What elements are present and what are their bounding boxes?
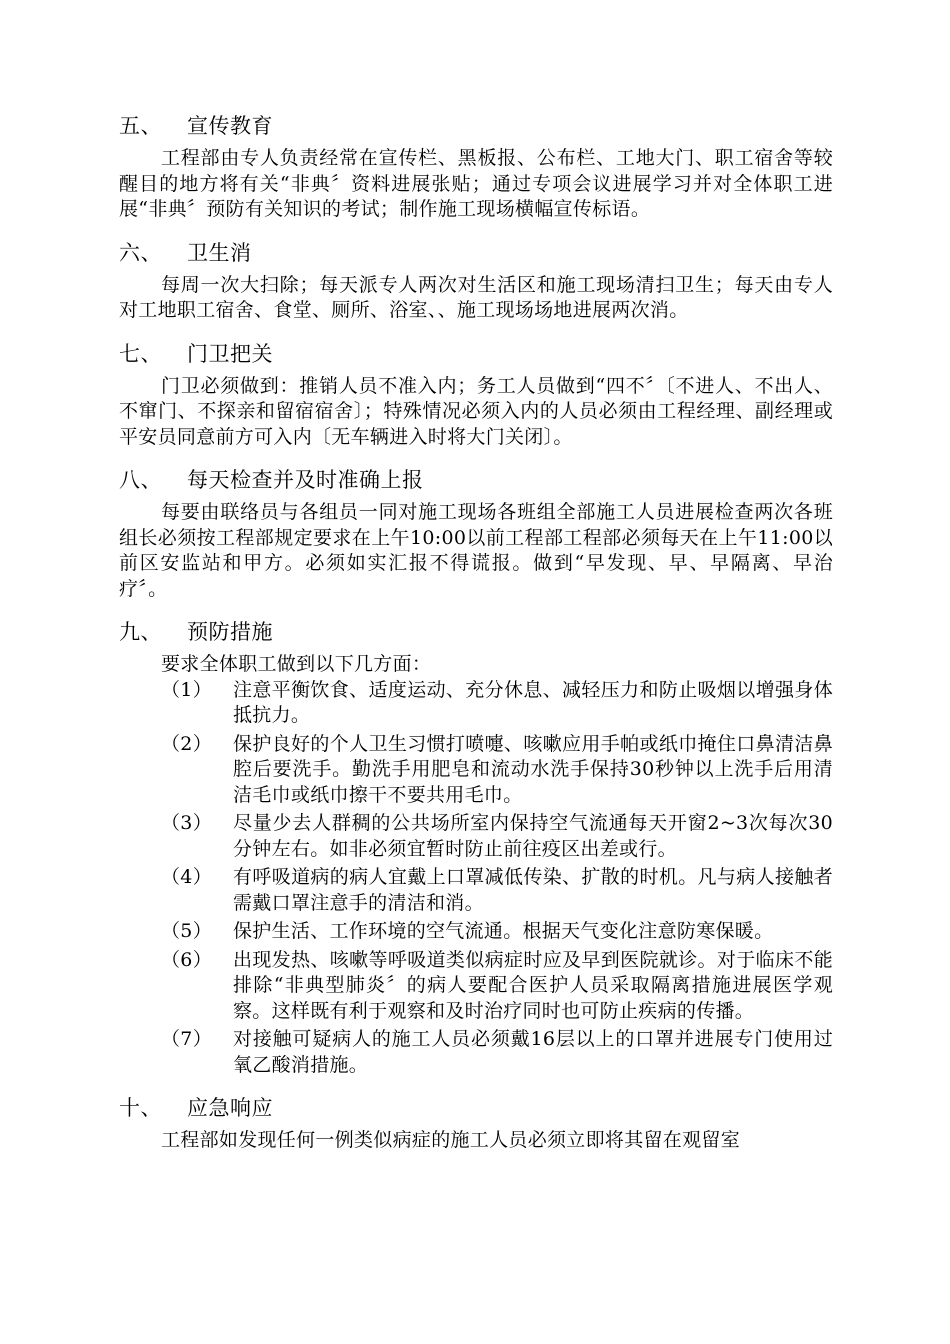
list-item bbox=[119, 678, 833, 729]
list-item bbox=[119, 948, 833, 1025]
section-sanitation bbox=[119, 235, 833, 324]
list-item bbox=[119, 865, 833, 916]
list-marker: （4） bbox=[161, 866, 212, 888]
section-heading bbox=[119, 336, 833, 370]
list-item-text: 有呼吸道病的病人宜戴上口罩减低传染、扩散的时机。凡与病人接触者需戴口罩注意手的清洁和消。 bbox=[233, 866, 833, 914]
list-marker: （2） bbox=[161, 732, 212, 755]
section-heading bbox=[119, 108, 833, 142]
list-item-text: 注意平衡饮食、适度运动、充分休息、减轻压力和防止吸烟以增强身体抵抗力。 bbox=[233, 678, 833, 726]
list-item-text: 出现发热、咳嗽等呼吸道类似病症时应及早到医院就诊。对于临床不能排除“非典型肺炎〞的病人要配合医护人员采取隔离措施进展医学观察。这样既有利于观察和及时治疗同时也可防止疾病的传播。 bbox=[233, 948, 833, 1022]
section-title: 每天检查并及时准确上报 bbox=[187, 468, 424, 492]
section-intro: 要求全体职工做到以下几方面： bbox=[161, 653, 432, 675]
list-item-text: 保护生活、工作环境的空气流通。根据天气变化注意防寒保暖。 bbox=[233, 920, 774, 942]
section-gate-control bbox=[119, 336, 833, 451]
list-marker: （6） bbox=[161, 948, 212, 971]
list-item-text: 对接触可疑病人的施工人员必须戴16层以上的口罩并进展专门使用过氧乙酸消措施。 bbox=[233, 1028, 833, 1076]
section-title: 门卫把关 bbox=[187, 341, 273, 366]
section-number: 六、 bbox=[119, 240, 162, 265]
section-paragraph: 门卫必须做到：推销人员不准入内；务工人员做到“四不〞〔不进人、不出人、不窜门、不探亲和留宿宿舍〕；特殊情况必须入内的人员必须由工程经理、副经理或平安员同意前方可入内〔无车辆进入时将大门关闭〕。 bbox=[119, 374, 833, 448]
section-heading bbox=[119, 1090, 833, 1124]
section-title: 应急响应 bbox=[187, 1096, 273, 1120]
section-number: 十、 bbox=[119, 1096, 162, 1120]
section-heading bbox=[119, 614, 833, 648]
section-title: 预防措施 bbox=[187, 620, 273, 644]
list-marker: （7） bbox=[161, 1028, 212, 1050]
section-paragraph: 工程部如发现任何一例类似病症的施工人员必须立即将其留在观留室 bbox=[161, 1129, 741, 1151]
list-item-text: 保护良好的个人卫生习惯打喷嚏、咳嗽应用手帕或纸巾掩住口鼻清洁鼻腔后要洗手。勤洗手用肥皂和流动水洗手保持30秒钟以上洗手后用清洁毛巾或纸巾擦干不要共用毛巾。 bbox=[233, 732, 833, 806]
list-marker: （1） bbox=[161, 678, 212, 701]
section-number: 八、 bbox=[119, 468, 162, 492]
section-paragraph: 每要由联络员与各组员一同对施工现场各班组全部施工人员进展检查两次各班组长必须按工程部规定要求在上午10:00以前工程部工程部必须每天在上午11:00以前区安监站和甲方。必须如实汇报不得谎报。做到“早发现、早、早隔离、早治疗〞。 bbox=[119, 501, 833, 600]
section-paragraph: 每周一次大扫除；每天派专人两次对生活区和施工现场清扫卫生；每天由专人对工地职工宿舍、食堂、厕所、浴室、、施工现场场地进展两次消。 bbox=[119, 273, 833, 321]
list-marker: （3） bbox=[161, 812, 212, 834]
section-publicity-education bbox=[119, 108, 833, 223]
measure-list bbox=[119, 678, 833, 1079]
list-item bbox=[119, 919, 833, 945]
section-title: 卫生消 bbox=[187, 240, 252, 265]
section-title: 宣传教育 bbox=[187, 114, 273, 138]
list-item bbox=[119, 1027, 833, 1078]
section-emergency-response bbox=[119, 1090, 833, 1154]
section-daily-inspection bbox=[119, 462, 833, 602]
section-number: 七、 bbox=[119, 341, 162, 366]
document-body bbox=[119, 108, 833, 1154]
section-heading bbox=[119, 462, 833, 496]
list-item bbox=[119, 811, 833, 862]
section-prevention-measures bbox=[119, 614, 833, 1078]
section-number: 五、 bbox=[119, 114, 162, 138]
list-marker: （5） bbox=[161, 920, 212, 942]
section-heading bbox=[119, 235, 833, 269]
section-number: 九、 bbox=[119, 620, 162, 644]
section-paragraph: 工程部由专人负责经常在宣传栏、黑板报、公布栏、工地大门、职工宿舍等较醒目的地方将有关“非典〞资料进展张贴；通过专项会议进展学习并对全体职工进展“非典〞预防有关知识的考试；制作施工现场横幅宣传标语。 bbox=[119, 147, 833, 220]
list-item bbox=[119, 732, 833, 809]
list-item-text: 尽量少去人群稠的公共场所室内保持空气流通每天开窗2~3次每次30分钟左右。如非必须宜暂时防止前往疫区出差或行。 bbox=[233, 812, 833, 860]
